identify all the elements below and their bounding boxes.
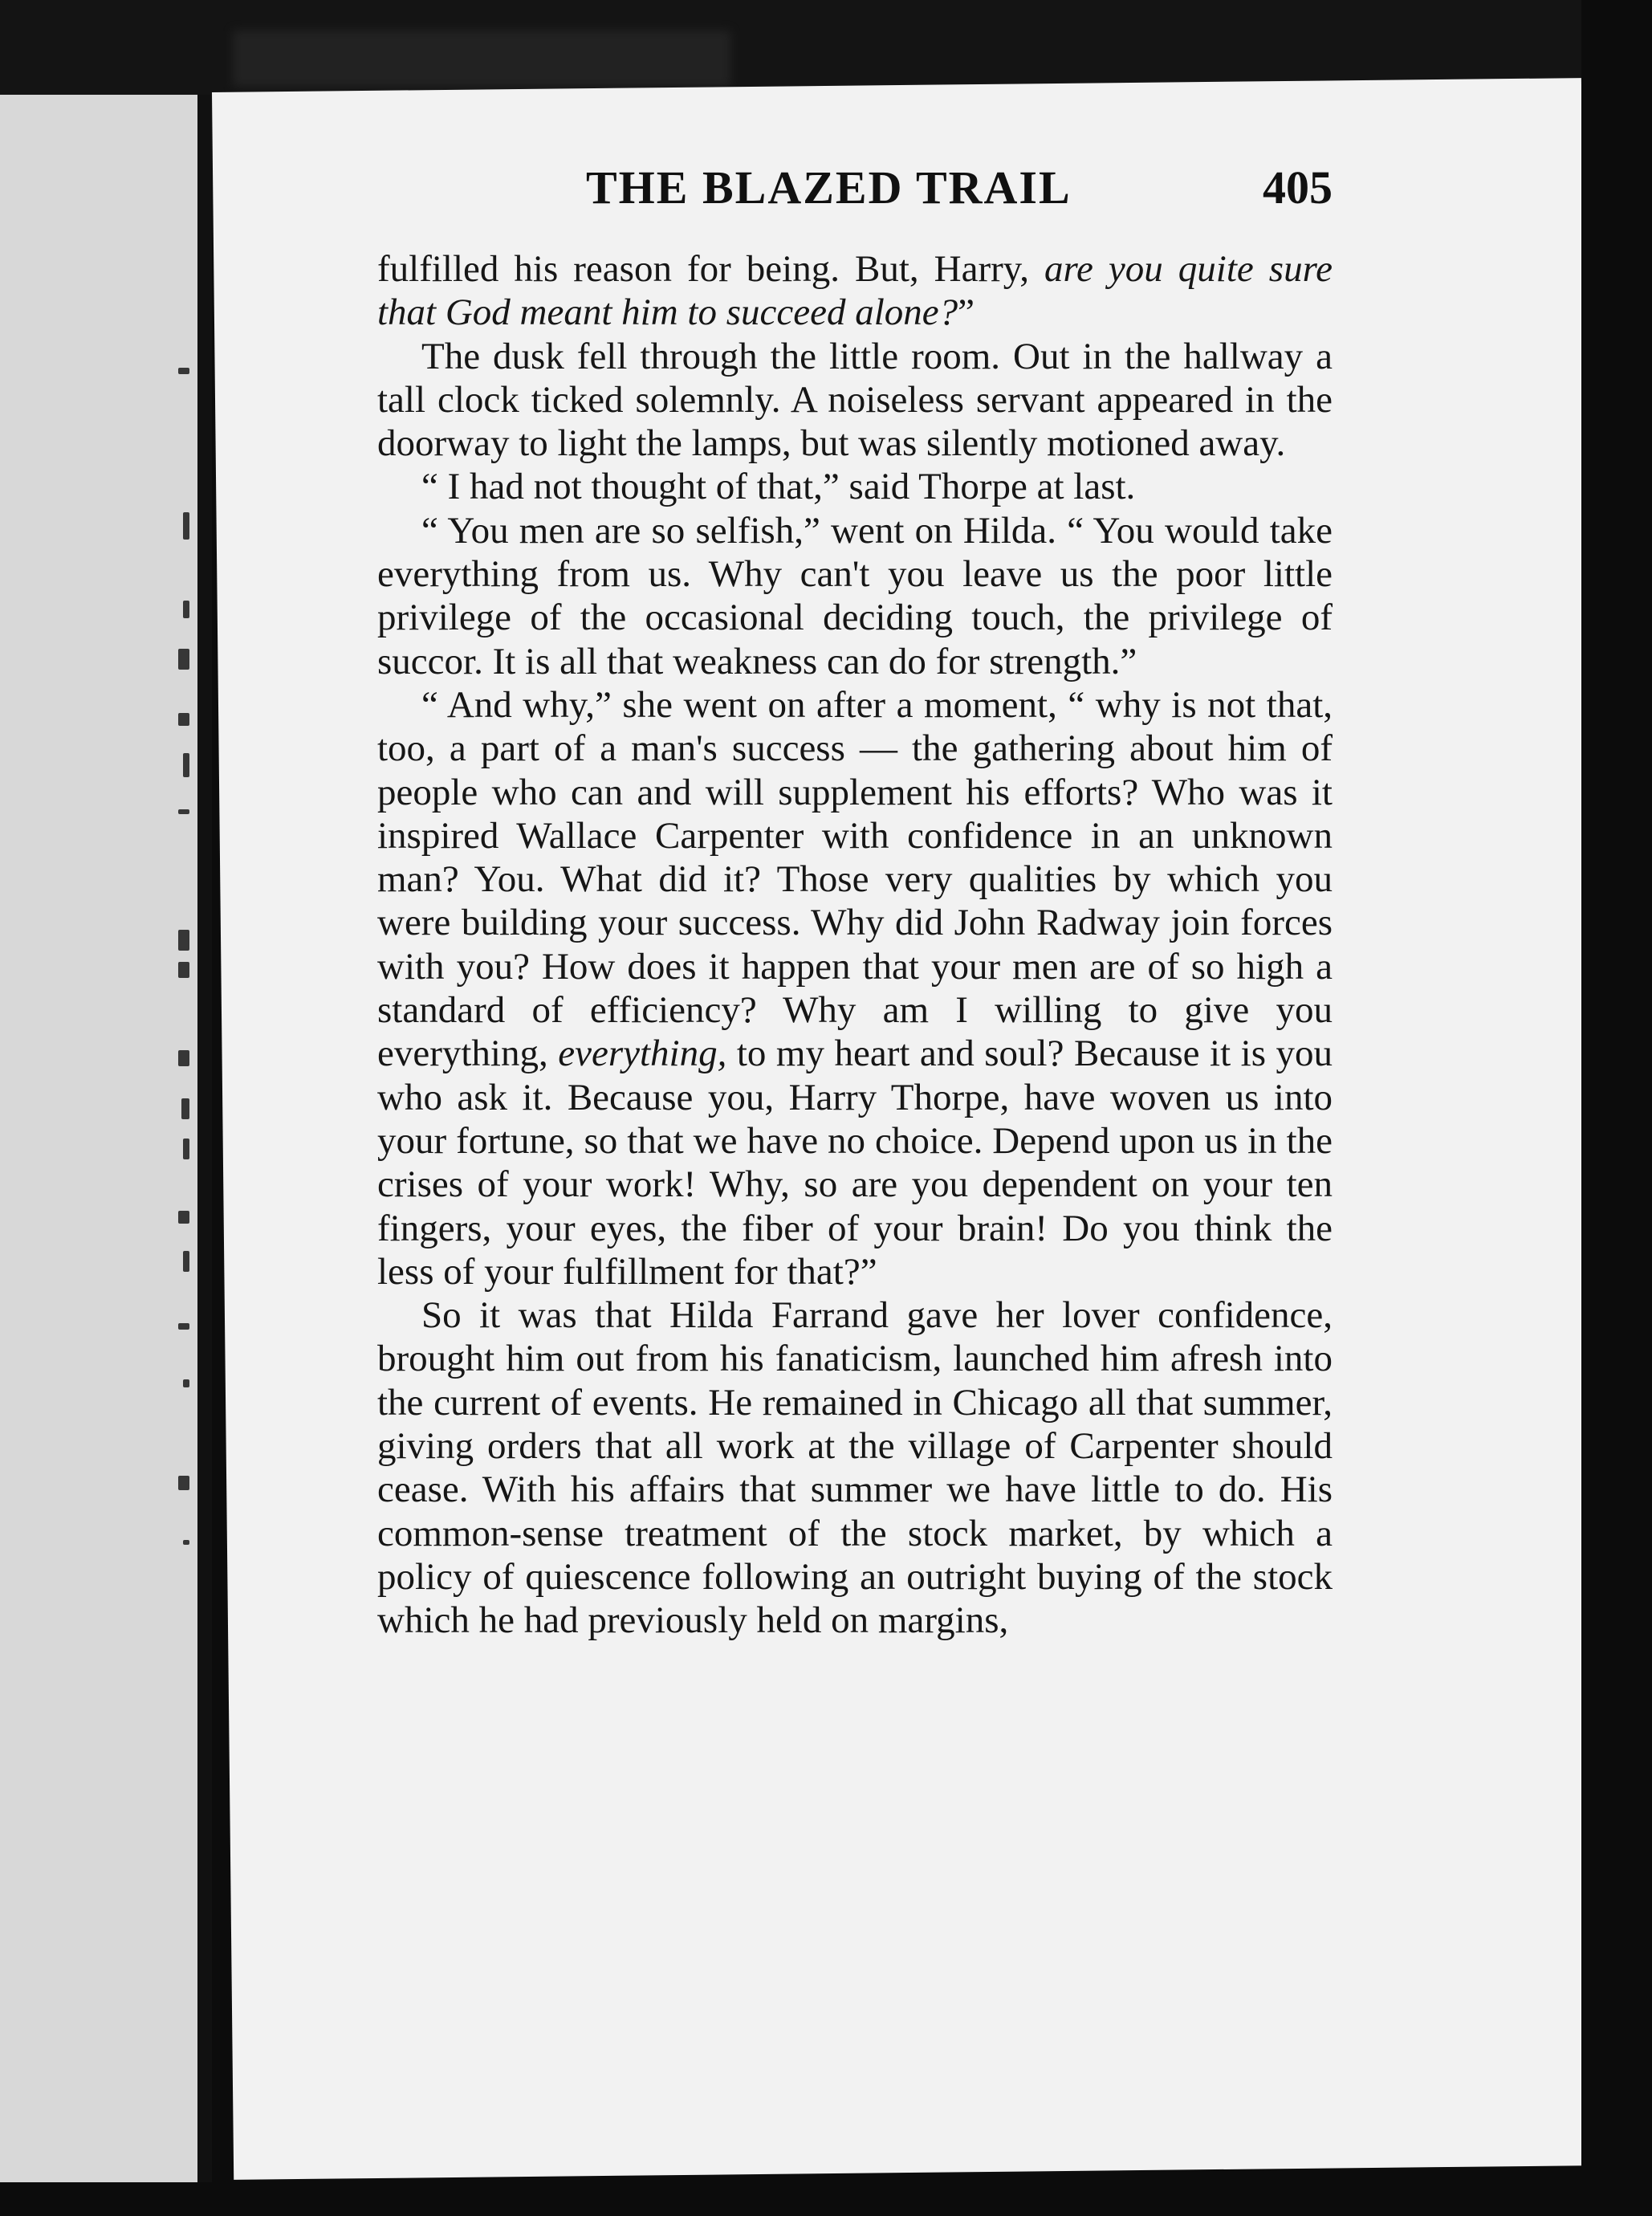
facing-page-glyph: [183, 1251, 189, 1272]
facing-page-glyph: [183, 1139, 189, 1159]
page-number: 405: [1263, 161, 1333, 214]
paragraph: “ You men are so selfish,” went on Hilda. “ You would take everything from us. Why can't you leave us the poor little privilege of the occasional deciding touch, the privilege of succor. It is all that weakness can do for strength.”: [377, 509, 1333, 682]
body-text: [377, 247, 1333, 1643]
paragraph-text: “ And why,” she went on after a moment, “ why is not that, too, a part of a man's success — the gathering about him of people who can and will supplement his efforts? Who was it inspired Wallace Carpenter with confidence in an unknown man? You. What did it? Those very qualities by which you were building your success. Why did John Radway join forces with you? How does it happen that your men are of so high a standard of efficiency? Why am I willing to give you everything,: [377, 683, 1333, 1075]
paragraph: [377, 683, 1333, 1293]
paragraph-text: fulfilled his reason for being. But, Harry,: [377, 248, 1044, 290]
facing-page-glyph: [178, 649, 189, 670]
paragraph: So it was that Hilda Farrand gave her lover confidence, brought him out from his fanaticism, launched him afresh into the current of events. He remained in Chicago all that summer, giving orders that all work at the village of Carpenter should cease. With his affairs that summer we have little to do. His common-sense treatment of the stock market, by which a policy of quiescence following an outright buying of the stock which he had previously held on margins,: [377, 1294, 1333, 1642]
scan-top-blur: [233, 31, 730, 87]
facing-page-glyph: [178, 1476, 189, 1490]
paragraph: The dusk fell through the little room. Out in the hallway a tall clock ticked solemnly. A noiseless servant appeared in the doorway to light the lamps, but was silently motioned away.: [377, 335, 1333, 465]
closing-quote: ”: [958, 291, 975, 334]
facing-page-glyph: [178, 930, 189, 951]
book-gutter: [197, 95, 212, 2182]
italic-emphasis: are you quite sure that God meant him to succeed alone?: [377, 248, 1333, 334]
paragraph-continued: [377, 247, 1333, 335]
facing-page-glyph: [183, 753, 189, 777]
facing-page-glyph: [178, 1323, 189, 1330]
facing-page-glyph: [178, 809, 189, 814]
facing-page-glyph: [183, 1379, 189, 1387]
facing-page-edge: [0, 95, 201, 2182]
paragraph: “ I had not thought of that,” said Thorpe at last.: [421, 466, 1136, 508]
page-header: [377, 161, 1333, 233]
facing-page-glyph: [183, 512, 189, 540]
facing-page-glyph: [178, 368, 189, 374]
facing-page-glyph: [183, 601, 189, 618]
facing-page-glyph: [181, 1098, 189, 1119]
scan-right-edge: [1581, 0, 1652, 2216]
paragraph-text: to my heart and soul? Because it is you who ask it. Because you, Harry Thorpe, have woven us into your fortune, so that we have no choice. Depend upon us in the crises of your work! Why, so are you dependent on your ten fingers, your eyes, the fiber of your brain! Do you think the less of your fulfillment for that?”: [377, 1033, 1333, 1293]
facing-page-glyph: [178, 1211, 189, 1224]
facing-page-glyph: [183, 1540, 189, 1545]
italic-emphasis: everything,: [558, 1033, 727, 1075]
facing-page-glyph: [178, 1050, 189, 1066]
facing-page-glyph: [178, 713, 189, 726]
running-title: THE BLAZED TRAIL: [586, 161, 1072, 214]
facing-page-glyph: [178, 962, 189, 978]
